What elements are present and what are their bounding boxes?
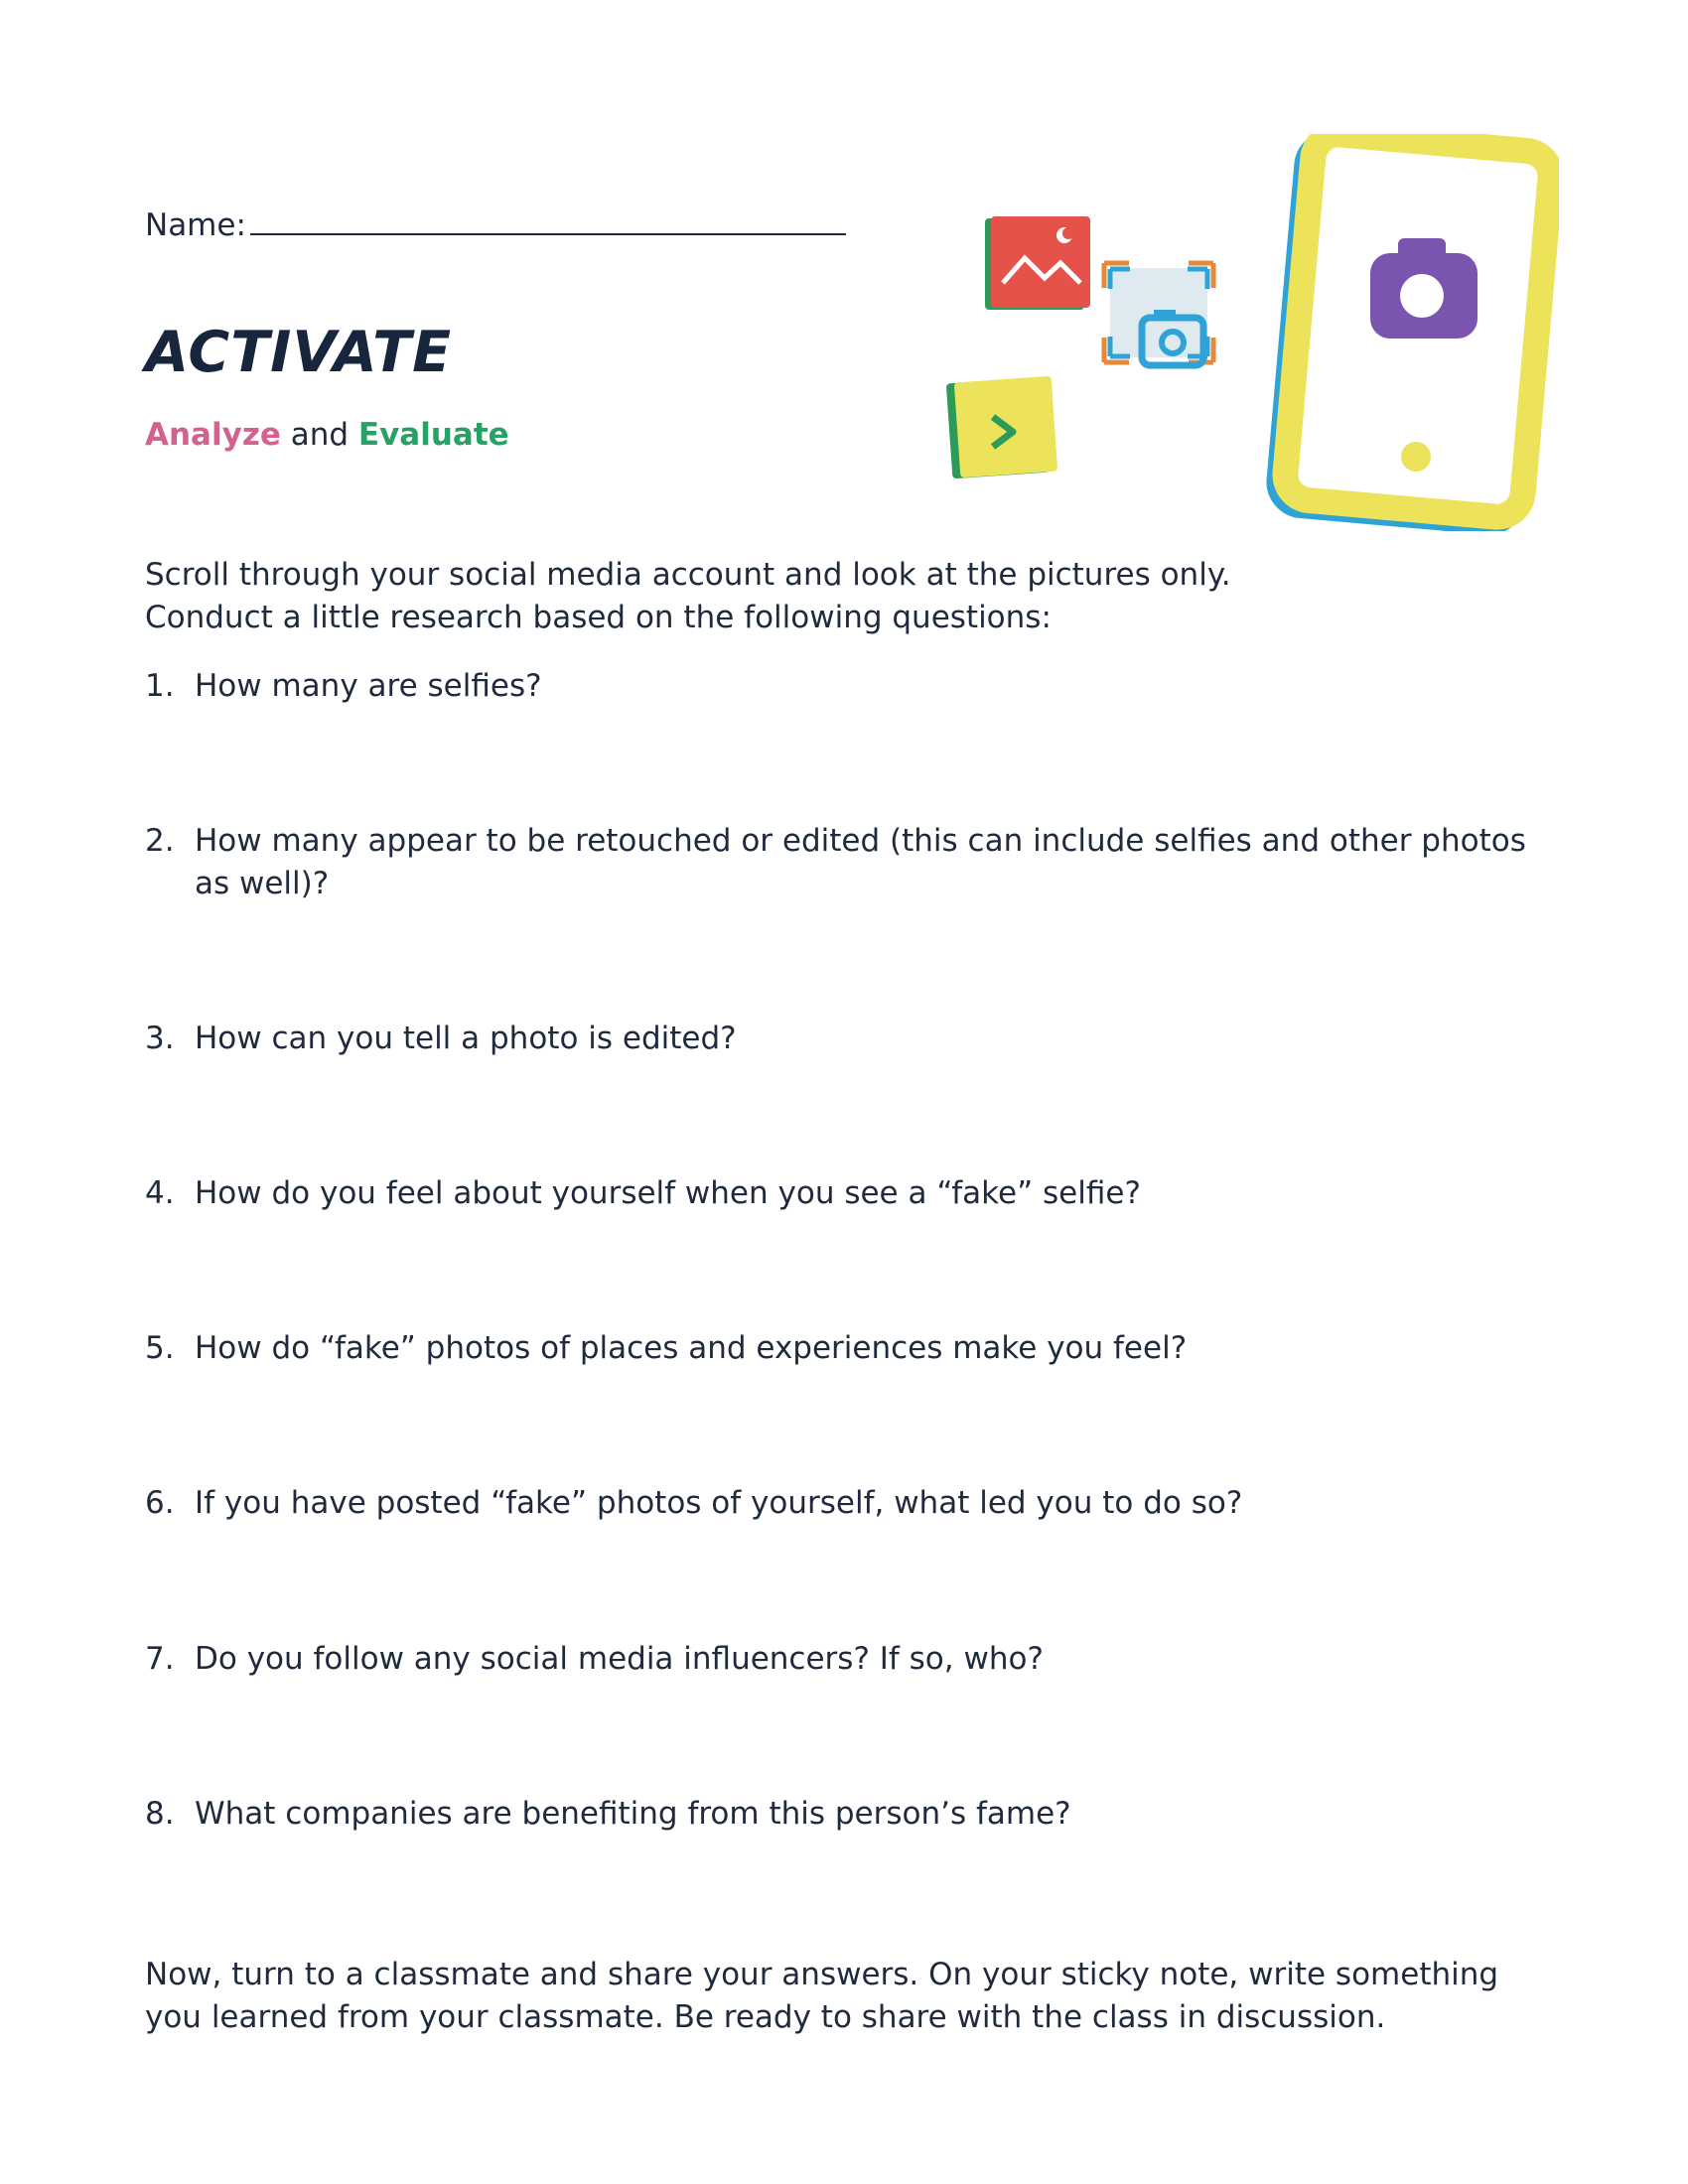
question-number: 1.	[145, 668, 175, 704]
question-6	[145, 1482, 1535, 1525]
question-number: 6.	[145, 1485, 175, 1521]
home-button-icon	[1401, 442, 1431, 472]
question-number: 2.	[145, 823, 175, 859]
name-row	[145, 204, 846, 243]
page-title: ACTIVATE	[145, 320, 453, 385]
question-3	[145, 1018, 1535, 1060]
question-7	[145, 1638, 1535, 1681]
question-2	[145, 820, 1535, 905]
question-4	[145, 1172, 1535, 1215]
question-text: How many are selfies?	[195, 668, 542, 704]
question-text: How do you feel about yourself when you see a “fake” selfie?	[195, 1175, 1141, 1211]
closing-instructions: Now, turn to a classmate and share your answers. On your sticky note, write something you learned from your classmate. Be ready to share with the class in discussion.	[145, 1957, 1499, 2035]
question-text: How many appear to be retouched or edited (this can include selfies and other photos as well)?	[195, 823, 1526, 901]
question-number: 3.	[145, 1021, 175, 1056]
play-tile-icon	[946, 376, 1057, 479]
question-text: How can you tell a photo is edited?	[195, 1021, 737, 1056]
question-text: How do “fake” photos of places and experiences make you feel?	[195, 1330, 1188, 1366]
question-number: 8.	[145, 1796, 175, 1832]
question-number: 7.	[145, 1641, 175, 1677]
intro-line-1: Scroll through your social media account and look at the pictures only.	[145, 557, 1231, 593]
phone-icon	[1275, 134, 1552, 526]
subtitle-and: and	[280, 417, 358, 453]
photo-tile-icon	[985, 216, 1090, 310]
question-1	[145, 665, 1535, 708]
question-8	[145, 1793, 1535, 1836]
camera-tile-icon	[1104, 263, 1213, 365]
question-text: If you have posted “fake” photos of yourself, what led you to do so?	[195, 1485, 1243, 1521]
question-number: 4.	[145, 1175, 175, 1211]
subtitle	[145, 417, 509, 453]
instructions-intro	[145, 554, 1555, 639]
intro-line-2: Conduct a little research based on the following questions:	[145, 600, 1052, 635]
social-media-illustration	[933, 134, 1559, 531]
question-text: Do you follow any social media influencers? If so, who?	[195, 1641, 1044, 1677]
subtitle-evaluate: Evaluate	[357, 417, 509, 453]
name-blank-line[interactable]	[250, 204, 846, 235]
name-label: Name:	[145, 207, 246, 243]
question-number: 5.	[145, 1330, 175, 1366]
subtitle-analyze: Analyze	[145, 417, 281, 453]
question-5	[145, 1327, 1535, 1370]
question-text: What companies are benefiting from this person’s fame?	[195, 1796, 1071, 1832]
